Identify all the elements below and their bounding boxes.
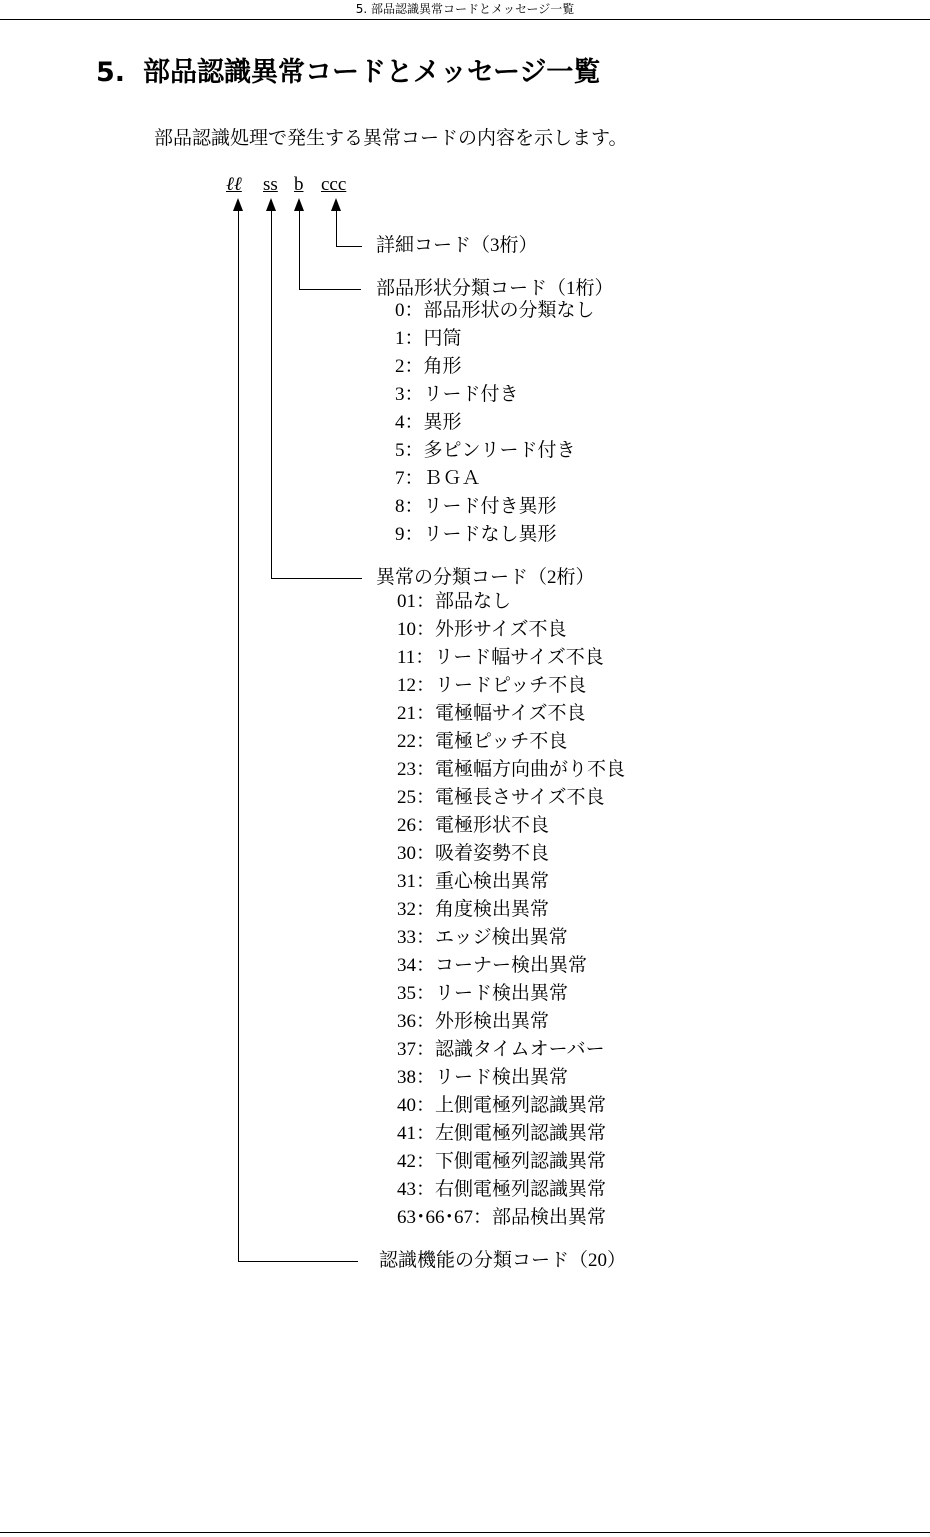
detail-code-label: 詳細コード（3桁） (376, 235, 538, 256)
code-part-function: ℓℓ (226, 174, 242, 195)
function-code-label: 認識機能の分類コード（20） (379, 1250, 627, 1271)
connector-function-h (238, 1261, 358, 1262)
code-part-detail: ccc (321, 174, 347, 195)
list-item: 33：エッジ検出異常 (397, 927, 568, 948)
connector-detail-h (336, 246, 362, 247)
list-item: 7：ＢＧＡ (395, 468, 481, 489)
list-item: 37：認識タイムオーバー (397, 1039, 605, 1060)
list-item: 34：コーナー検出異常 (397, 955, 588, 976)
connector-error-class-h (271, 578, 362, 579)
list-item: 01：部品なし (397, 591, 512, 612)
list-item: 38：リード検出異常 (397, 1067, 569, 1088)
error-class-code-label: 異常の分類コード（2桁） (376, 567, 595, 588)
list-item: 31：重心検出異常 (397, 871, 550, 892)
list-item: 41：左側電極列認識異常 (397, 1123, 607, 1144)
code-part-error-class: ss (263, 174, 278, 195)
list-item: 43：右側電極列認識異常 (397, 1179, 607, 1200)
list-item: 4：異形 (395, 412, 462, 433)
list-item: 40：上側電極列認識異常 (397, 1095, 607, 1116)
list-item: 9：リードなし異形 (395, 524, 557, 545)
connector-shape-v (299, 210, 300, 290)
intro-text: 部品認識処理で発生する異常コードの内容を示します。 (154, 128, 628, 149)
title-number: 5. (96, 57, 126, 88)
footer-rule (0, 1532, 930, 1533)
title-text: 部品認識異常コードとメッセージ一覧 (143, 57, 601, 88)
connector-shape-h (299, 289, 361, 290)
list-item: 11：リード幅サイズ不良 (397, 647, 604, 668)
list-item: 5：多ピンリード付き (395, 440, 576, 461)
running-header: 5. 部品認識異常コードとメッセージ一覧 (355, 2, 575, 16)
list-item: 23：電極幅方向曲がり不良 (397, 759, 626, 780)
header-rule (0, 19, 930, 20)
list-item: 30：吸着姿勢不良 (397, 843, 550, 864)
page-title (96, 55, 600, 91)
list-item: 36：外形検出異常 (397, 1011, 550, 1032)
list-item: 35：リード検出異常 (397, 983, 569, 1004)
list-item: 12：リードピッチ不良 (397, 675, 587, 696)
list-item: 26：電極形状不良 (397, 815, 550, 836)
list-item: 63･66･67：部品検出異常 (397, 1207, 607, 1228)
list-item: 32：角度検出異常 (397, 899, 550, 920)
list-item: 1：円筒 (395, 328, 462, 349)
shape-code-label: 部品形状分類コード（1桁） (376, 278, 614, 299)
list-item: 10：外形サイズ不良 (397, 619, 567, 640)
code-part-shape: b (294, 174, 304, 195)
list-item: 25：電極長さサイズ不良 (397, 787, 605, 808)
shape-code-list (395, 297, 595, 549)
connector-function-v (238, 210, 239, 1262)
list-item: 2：角形 (395, 356, 462, 377)
list-item: 42：下側電極列認識異常 (397, 1151, 607, 1172)
connector-error-class-v (271, 210, 272, 579)
list-item: 3：リード付き (395, 384, 519, 405)
connector-detail-v (336, 210, 337, 247)
list-item: 0：部品形状の分類なし (395, 300, 595, 321)
list-item: 21：電極幅サイズ不良 (397, 703, 586, 724)
list-item: 22：電極ピッチ不良 (397, 731, 568, 752)
error-class-code-list (397, 588, 625, 1232)
list-item: 8：リード付き異形 (395, 496, 557, 517)
